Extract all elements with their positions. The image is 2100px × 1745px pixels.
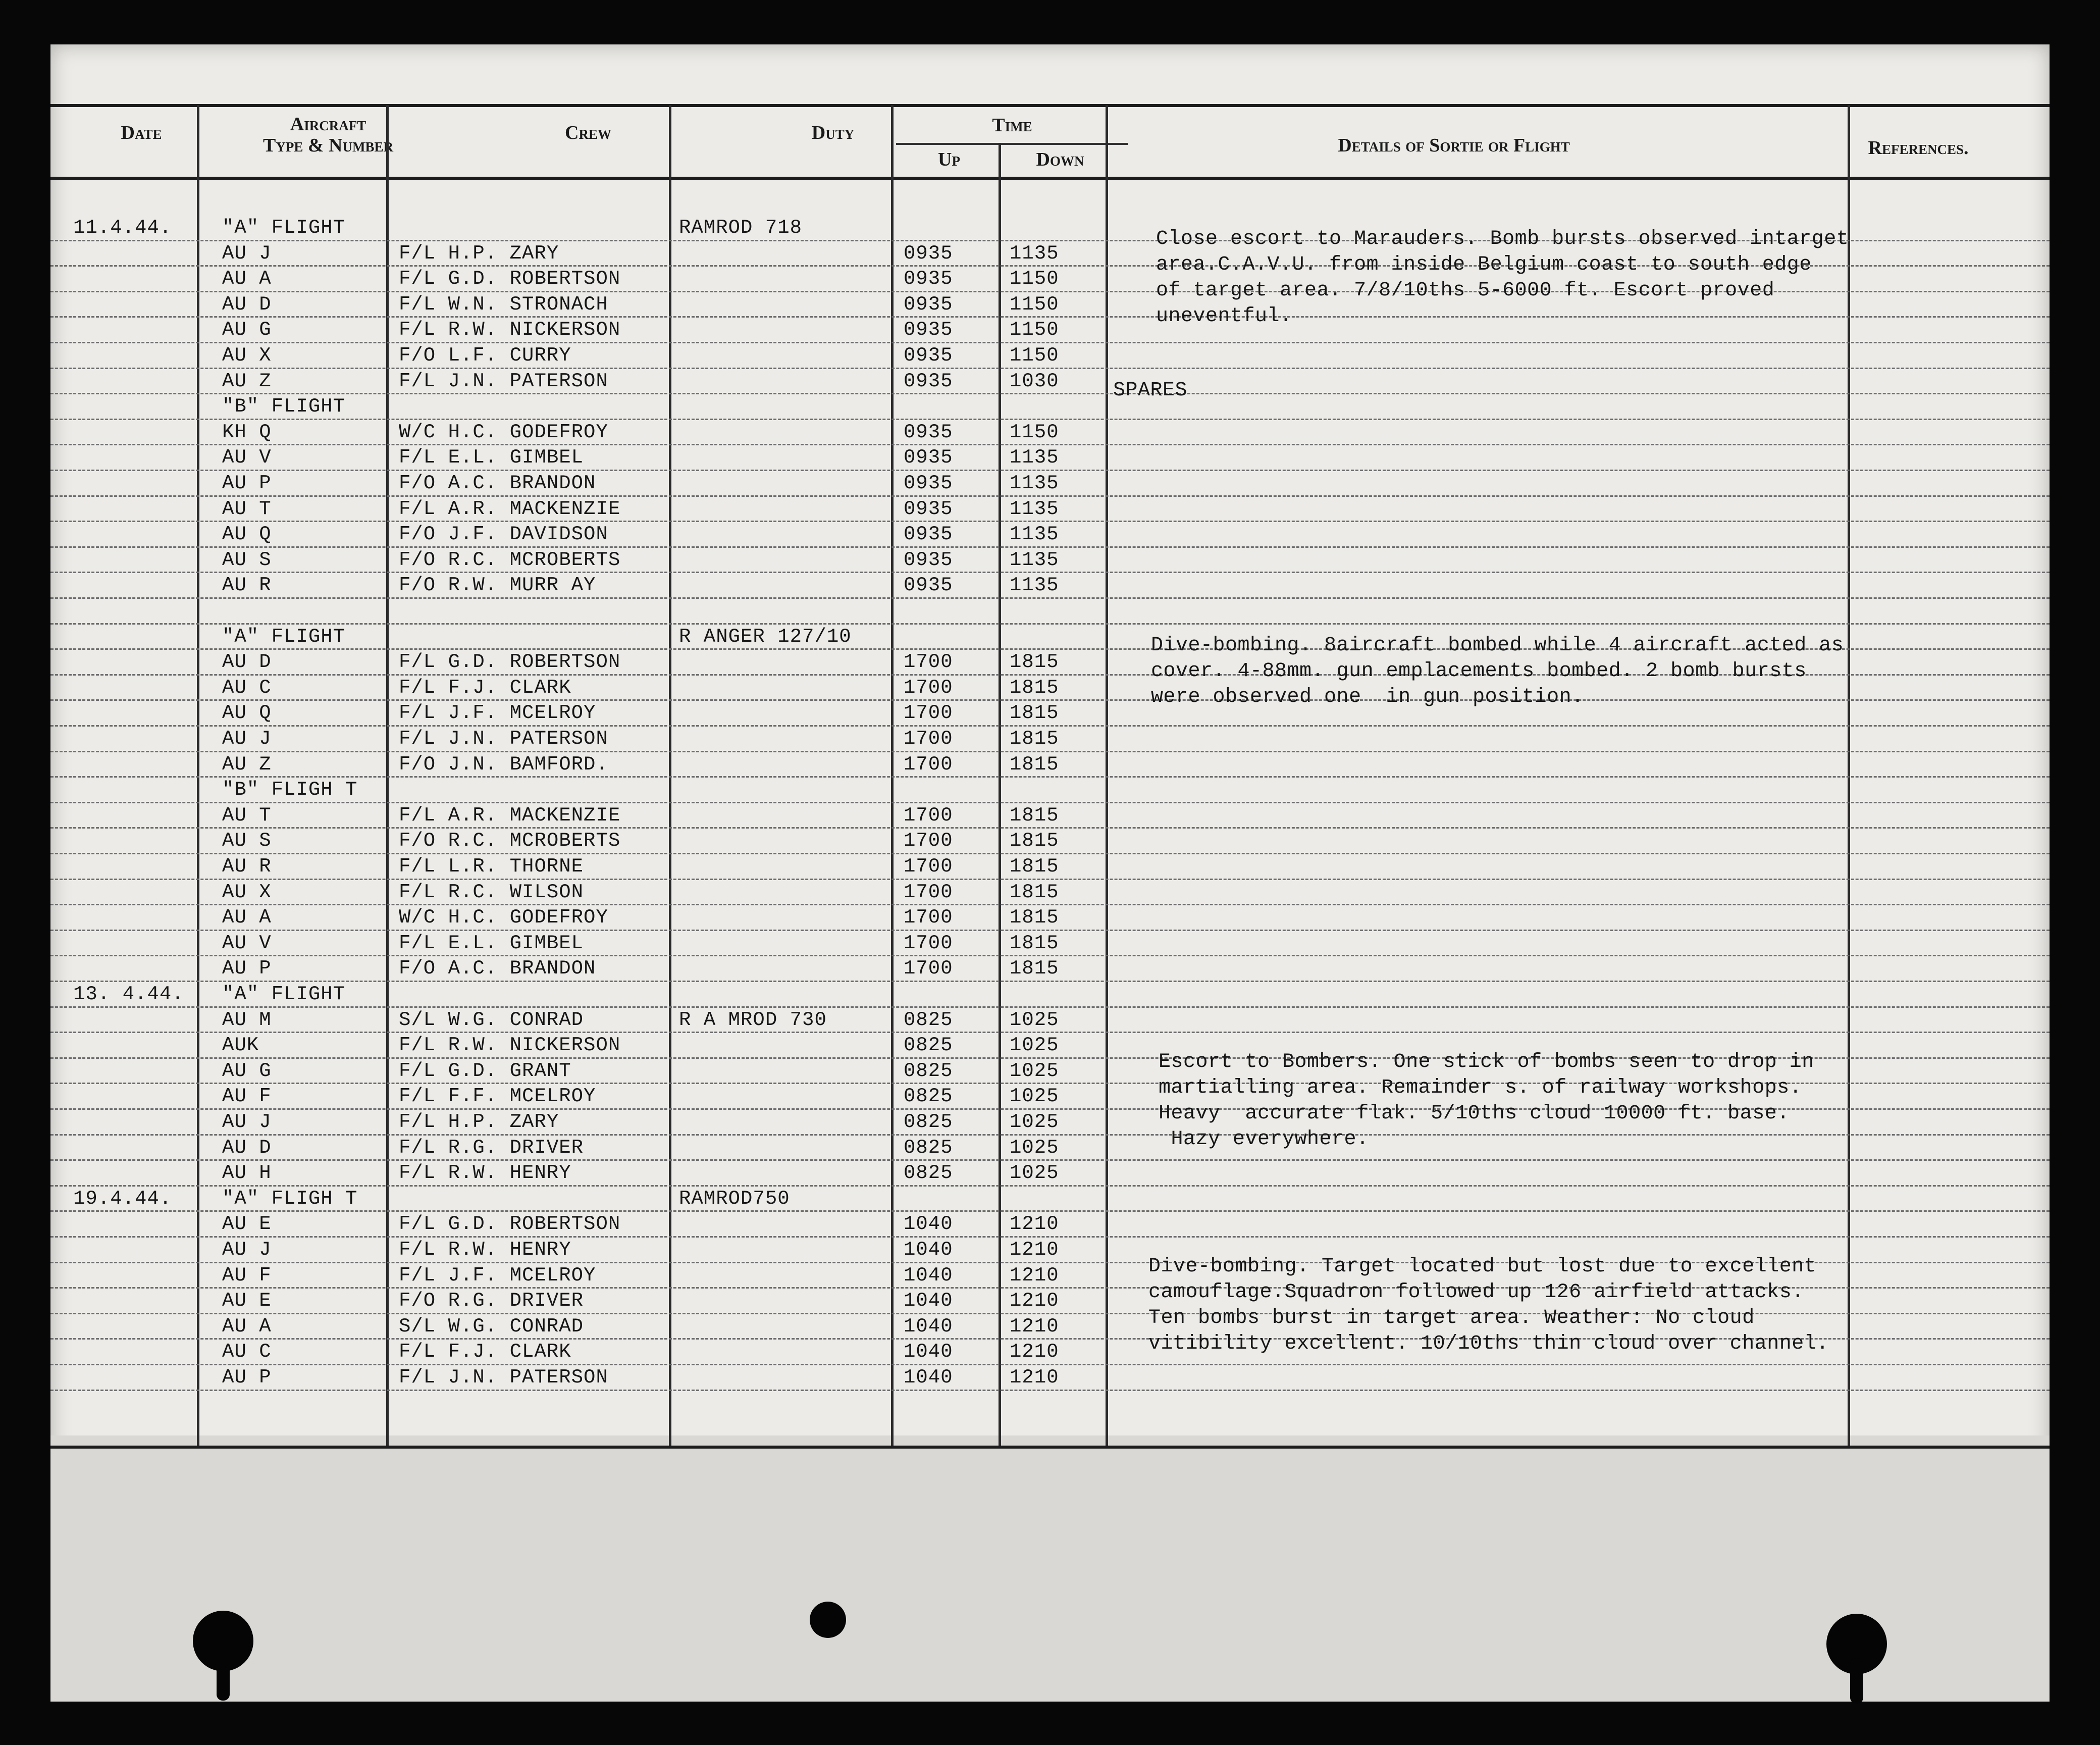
- time-up-cell: 1700: [904, 804, 953, 827]
- aircraft-cell: AU G: [222, 1059, 272, 1082]
- crew-cell: F/O R.G. DRIVER: [399, 1290, 584, 1312]
- time-down-cell: 1815: [1010, 932, 1059, 954]
- time-down-cell: 1150: [1010, 319, 1059, 341]
- crew-cell: F/L J.N. PATERSON: [399, 728, 608, 750]
- date-cell: 13. 4.44.: [73, 983, 184, 1005]
- time-up-cell: 1700: [904, 906, 953, 929]
- time-down-cell: 1815: [1010, 753, 1059, 776]
- crew-cell: F/L R.G. DRIVER: [399, 1136, 584, 1159]
- time-down-cell: 1135: [1010, 574, 1059, 597]
- time-up-cell: 1040: [904, 1366, 953, 1389]
- aircraft-cell: AU D: [222, 651, 272, 674]
- col-divider-aircraft: [386, 105, 389, 1446]
- time-down-cell: 1030: [1010, 370, 1059, 392]
- time-up-cell: 0935: [904, 242, 953, 265]
- time-up-cell: 1040: [904, 1315, 953, 1338]
- crew-cell: F/L G.D. GRANT: [399, 1059, 571, 1082]
- header-time-down: Down: [1036, 149, 1084, 170]
- aircraft-cell: AU P: [222, 1366, 272, 1389]
- time-up-cell: 0935: [904, 293, 953, 316]
- row-rule: [50, 776, 2050, 778]
- header-date: Date: [121, 122, 162, 143]
- row-rule: [50, 546, 2050, 548]
- row-rule: [50, 1032, 2050, 1033]
- time-up-cell: 1700: [904, 881, 953, 903]
- crew-cell: F/L G.D. ROBERTSON: [399, 651, 621, 674]
- time-down-cell: 1210: [1010, 1264, 1059, 1287]
- crew-cell: F/L G.D. ROBERTSON: [399, 268, 621, 290]
- aircraft-cell: AU F: [222, 1264, 272, 1287]
- row-rule: [50, 981, 2050, 982]
- row-rule: [50, 572, 2050, 573]
- time-down-cell: 1210: [1010, 1213, 1059, 1236]
- time-up-cell: 1700: [904, 830, 953, 852]
- row-rule: [50, 1364, 2050, 1365]
- time-up-cell: 0935: [904, 268, 953, 290]
- time-up-cell: 1700: [904, 676, 953, 699]
- aircraft-cell: KH Q: [222, 421, 272, 443]
- time-up-cell: 1040: [904, 1239, 953, 1261]
- time-down-cell: 1150: [1010, 421, 1059, 443]
- time-up-cell: 0935: [904, 523, 953, 546]
- crew-cell: F/O J.N. BAMFORD.: [399, 753, 608, 776]
- row-rule: [50, 342, 2050, 343]
- time-down-cell: 1025: [1010, 1162, 1059, 1185]
- aircraft-cell: AU A: [222, 268, 272, 290]
- aircraft-cell: AU J: [222, 1111, 272, 1133]
- row-rule: [50, 495, 2050, 497]
- row-rule: [50, 879, 2050, 880]
- header-aircraft-line1: Aircraft: [290, 114, 366, 135]
- col-divider-time: [999, 143, 1001, 1446]
- row-rule: [50, 597, 2050, 599]
- aircraft-cell: AU S: [222, 548, 272, 571]
- crew-cell: F/L R.W. HENRY: [399, 1239, 571, 1261]
- row-rule: [50, 955, 2050, 956]
- row-rule: [50, 444, 2050, 445]
- time-up-cell: 1040: [904, 1290, 953, 1312]
- row-rule: [50, 368, 2050, 369]
- time-down-cell: 1135: [1010, 497, 1059, 520]
- aircraft-cell: AU D: [222, 293, 272, 316]
- time-down-cell: 1135: [1010, 446, 1059, 469]
- crew-cell: F/L H.P. ZARY: [399, 1111, 559, 1133]
- duty-cell: R A MROD 730: [679, 1008, 827, 1031]
- time-down-cell: 1150: [1010, 293, 1059, 316]
- time-up-cell: 0935: [904, 344, 953, 367]
- aircraft-cell: AU P: [222, 472, 272, 494]
- time-up-cell: 1700: [904, 702, 953, 725]
- time-down-cell: 1150: [1010, 268, 1059, 290]
- time-down-cell: 1025: [1010, 1034, 1059, 1057]
- aircraft-cell: AU M: [222, 1008, 272, 1031]
- col-divider-duty: [891, 105, 894, 1446]
- aircraft-cell: AU X: [222, 344, 272, 367]
- aircraft-cell: AU E: [222, 1290, 272, 1312]
- time-up-cell: 0825: [904, 1136, 953, 1159]
- aircraft-cell: "B" FLIGH T: [222, 779, 358, 801]
- aircraft-cell: AU S: [222, 830, 272, 852]
- time-up-cell: 1040: [904, 1341, 953, 1363]
- crew-cell: F/O J.F. DAVIDSON: [399, 523, 608, 546]
- time-down-cell: 1025: [1010, 1136, 1059, 1159]
- row-rule: [50, 904, 2050, 905]
- crew-cell: F/L R.W. NICKERSON: [399, 319, 621, 341]
- header-details: Details of Sortie or Flight: [1338, 135, 1570, 156]
- crew-cell: F/L F.J. CLARK: [399, 676, 571, 699]
- time-down-cell: 1135: [1010, 523, 1059, 546]
- time-up-cell: 1700: [904, 957, 953, 980]
- time-up-cell: 0825: [904, 1059, 953, 1082]
- aircraft-cell: AU E: [222, 1213, 272, 1236]
- crew-cell: F/L J.F. MCELROY: [399, 702, 596, 725]
- duty-cell: RAMROD750: [679, 1187, 790, 1210]
- aircraft-cell: AU Z: [222, 370, 272, 392]
- crew-cell: F/L R.W. HENRY: [399, 1162, 571, 1185]
- crew-cell: F/L R.W. NICKERSON: [399, 1034, 621, 1057]
- aircraft-cell: AU J: [222, 728, 272, 750]
- time-up-cell: 0825: [904, 1034, 953, 1057]
- aircraft-cell: "A" FLIGH T: [222, 1187, 358, 1210]
- row-rule: [50, 853, 2050, 854]
- punch-hole-center: [810, 1602, 846, 1638]
- aircraft-cell: AU D: [222, 1136, 272, 1159]
- time-up-cell: 0825: [904, 1008, 953, 1031]
- time-up-cell: 0825: [904, 1162, 953, 1185]
- aircraft-cell: "A" FLIGHT: [222, 625, 346, 648]
- aircraft-cell: "A" FLIGHT: [222, 217, 346, 239]
- date-cell: 19.4.44.: [73, 1187, 172, 1210]
- row-rule: [50, 725, 2050, 727]
- aircraft-cell: AU A: [222, 906, 272, 929]
- time-up-cell: 0935: [904, 497, 953, 520]
- row-rule: [50, 802, 2050, 803]
- time-down-cell: 1815: [1010, 728, 1059, 750]
- time-down-cell: 1210: [1010, 1366, 1059, 1389]
- time-up-cell: 1700: [904, 855, 953, 878]
- time-down-cell: 1135: [1010, 472, 1059, 494]
- sortie-detail-ramrod-750: Dive-bombing. Target located but lost due to excellent camouflage.Squadron followed up 126 airfield attacks. Ten bombs burst in target area. Weather: No cloud vitibility excellent. 10/10ths thin cloud over channel.: [1148, 1255, 1829, 1355]
- time-up-cell: 1040: [904, 1213, 953, 1236]
- time-down-cell: 1025: [1010, 1085, 1059, 1108]
- row-rule: [50, 470, 2050, 471]
- time-down-cell: 1025: [1010, 1059, 1059, 1082]
- time-down-cell: 1210: [1010, 1341, 1059, 1363]
- punch-slot-right: [1850, 1658, 1863, 1704]
- time-up-cell: 0935: [904, 370, 953, 392]
- row-rule: [50, 521, 2050, 522]
- aircraft-cell: AU V: [222, 932, 272, 954]
- time-down-cell: 1210: [1010, 1290, 1059, 1312]
- crew-cell: F/O R.W. MURR AY: [399, 574, 596, 597]
- time-down-cell: 1815: [1010, 702, 1059, 725]
- time-up-cell: 1700: [904, 932, 953, 954]
- row-rule: [50, 1390, 2050, 1391]
- crew-cell: F/L E.L. GIMBEL: [399, 932, 584, 954]
- row-rule: [50, 393, 2050, 394]
- header-aircraft-line2: Type & Number: [263, 135, 393, 156]
- time-up-cell: 1700: [904, 651, 953, 674]
- aircraft-cell: AU C: [222, 676, 272, 699]
- aircraft-cell: AU X: [222, 881, 272, 903]
- crew-cell: S/L W.G. CONRAD: [399, 1315, 584, 1338]
- aircraft-cell: "A" FLIGHT: [222, 983, 346, 1005]
- header-duty: Duty: [811, 122, 855, 143]
- time-down-cell: 1815: [1010, 804, 1059, 827]
- time-up-cell: 1700: [904, 753, 953, 776]
- sortie-detail-ramrod-718: Close escort to Marauders. Bomb bursts observed intarget area.C.A.V.U. from inside Belgium coast to south edge of target area. 7/8/10ths 5-6000 ft. Escort proved uneventful.: [1156, 228, 1849, 328]
- crew-cell: F/L A.R. MACKENZIE: [399, 804, 621, 827]
- time-down-cell: 1135: [1010, 242, 1059, 265]
- sortie-detail-ramrod-730: Escort to Bombers. One stick of bombs seen to drop in martialling area. Remainder s. of railway workshops. Heavy accurate flak. 5/10ths cloud 10000 ft. base. Hazy everywhere.: [1159, 1051, 1814, 1151]
- time-up-cell: 0935: [904, 574, 953, 597]
- crew-cell: F/L J.N. PATERSON: [399, 370, 608, 392]
- col-divider-date: [197, 105, 199, 1446]
- aircraft-cell: AU J: [222, 242, 272, 265]
- crew-cell: F/L J.N. PATERSON: [399, 1366, 608, 1389]
- time-up-cell: 0825: [904, 1085, 953, 1108]
- time-down-cell: 1150: [1010, 344, 1059, 367]
- row-rule: [50, 623, 2050, 625]
- crew-cell: F/L J.F. MCELROY: [399, 1264, 596, 1287]
- crew-cell: F/L R.C. WILSON: [399, 881, 584, 903]
- crew-cell: F/L H.P. ZARY: [399, 242, 559, 265]
- aircraft-cell: AU Z: [222, 753, 272, 776]
- crew-cell: W/C H.C. GODEFROY: [399, 421, 608, 443]
- record-sheet: [50, 44, 2050, 1702]
- aircraft-cell: AU V: [222, 446, 272, 469]
- sortie-detail-ranger-127: Dive-bombing. 8aircraft bombed while 4 aircraft acted as cover. 4-88mm. gun emplacements bombed. 2 bomb bursts were observed one in gun position.: [1151, 634, 1844, 708]
- aircraft-cell: AU T: [222, 497, 272, 520]
- row-rule: [50, 1006, 2050, 1008]
- date-cell: 11.4.44.: [73, 217, 172, 239]
- aircraft-cell: AU R: [222, 855, 272, 878]
- crew-cell: F/L L.R. THORNE: [399, 855, 584, 878]
- time-up-cell: 1700: [904, 728, 953, 750]
- time-down-cell: 1025: [1010, 1111, 1059, 1133]
- time-up-cell: 0935: [904, 421, 953, 443]
- crew-cell: F/O A.C. BRANDON: [399, 472, 596, 494]
- crew-cell: F/L G.D. ROBERTSON: [399, 1213, 621, 1236]
- time-down-cell: 1210: [1010, 1239, 1059, 1261]
- aircraft-cell: AU R: [222, 574, 272, 597]
- row-rule: [50, 1210, 2050, 1212]
- aircraft-cell: "B" FLIGHT: [222, 395, 346, 418]
- time-subheader-rule: [896, 143, 1128, 145]
- crew-cell: F/O R.C. MCROBERTS: [399, 830, 621, 852]
- aircraft-cell: AU P: [222, 957, 272, 980]
- time-down-cell: 1815: [1010, 651, 1059, 674]
- header-time: Time: [992, 115, 1032, 136]
- crew-cell: W/C H.C. GODEFROY: [399, 906, 608, 929]
- time-up-cell: 0935: [904, 548, 953, 571]
- col-divider-down: [1106, 105, 1108, 1446]
- crew-cell: F/O R.C. MCROBERTS: [399, 548, 621, 571]
- aircraft-cell: AU Q: [222, 523, 272, 546]
- time-down-cell: 1815: [1010, 957, 1059, 980]
- time-up-cell: 0935: [904, 446, 953, 469]
- aircraft-cell: AU G: [222, 319, 272, 341]
- crew-cell: F/L W.N. STRONACH: [399, 293, 608, 316]
- time-down-cell: 1815: [1010, 855, 1059, 878]
- duty-cell: RAMROD 718: [679, 217, 803, 239]
- time-up-cell: 1040: [904, 1264, 953, 1287]
- time-down-cell: 1025: [1010, 1008, 1059, 1031]
- crew-cell: F/O A.C. BRANDON: [399, 957, 596, 980]
- header-references: References.: [1868, 137, 1969, 159]
- aircraft-cell: AU T: [222, 804, 272, 827]
- sortie-detail-spares: SPARES: [1113, 379, 1188, 402]
- aircraft-cell: AU J: [222, 1239, 272, 1261]
- aircraft-cell: AU H: [222, 1162, 272, 1185]
- row-rule: [50, 1236, 2050, 1238]
- time-down-cell: 1815: [1010, 881, 1059, 903]
- header-time-up: Up: [938, 149, 960, 170]
- time-up-cell: 0935: [904, 472, 953, 494]
- aircraft-cell: AU Q: [222, 702, 272, 725]
- aircraft-cell: AU F: [222, 1085, 272, 1108]
- header-bottom-rule: [50, 177, 2050, 180]
- header-top-rule: [50, 104, 2050, 107]
- time-down-cell: 1815: [1010, 906, 1059, 929]
- duty-cell: R ANGER 127/10: [679, 625, 852, 648]
- crew-cell: F/L F.F. MCELROY: [399, 1085, 596, 1108]
- crew-cell: F/L A.R. MACKENZIE: [399, 497, 621, 520]
- row-rule: [50, 827, 2050, 829]
- time-down-cell: 1135: [1010, 548, 1059, 571]
- row-rule: [50, 1185, 2050, 1187]
- time-down-cell: 1815: [1010, 676, 1059, 699]
- punch-slot-left: [217, 1655, 230, 1701]
- col-divider-crew: [669, 105, 671, 1446]
- crew-cell: F/L E.L. GIMBEL: [399, 446, 584, 469]
- time-up-cell: 0825: [904, 1111, 953, 1133]
- header-crew: Crew: [565, 122, 611, 143]
- row-rule: [50, 1159, 2050, 1161]
- row-rule: [50, 930, 2050, 931]
- row-rule: [50, 751, 2050, 752]
- crew-cell: F/O L.F. CURRY: [399, 344, 571, 367]
- row-rule: [50, 419, 2050, 420]
- aircraft-cell: AU A: [222, 1315, 272, 1338]
- aircraft-cell: AU C: [222, 1341, 272, 1363]
- bottom-margin-strip: [50, 1435, 2050, 1702]
- aircraft-cell: AUK: [222, 1034, 259, 1057]
- time-up-cell: 0935: [904, 319, 953, 341]
- time-down-cell: 1210: [1010, 1315, 1059, 1338]
- time-down-cell: 1815: [1010, 830, 1059, 852]
- crew-cell: S/L W.G. CONRAD: [399, 1008, 584, 1031]
- crew-cell: F/L F.J. CLARK: [399, 1341, 571, 1363]
- table-bottom-rule: [50, 1446, 2050, 1449]
